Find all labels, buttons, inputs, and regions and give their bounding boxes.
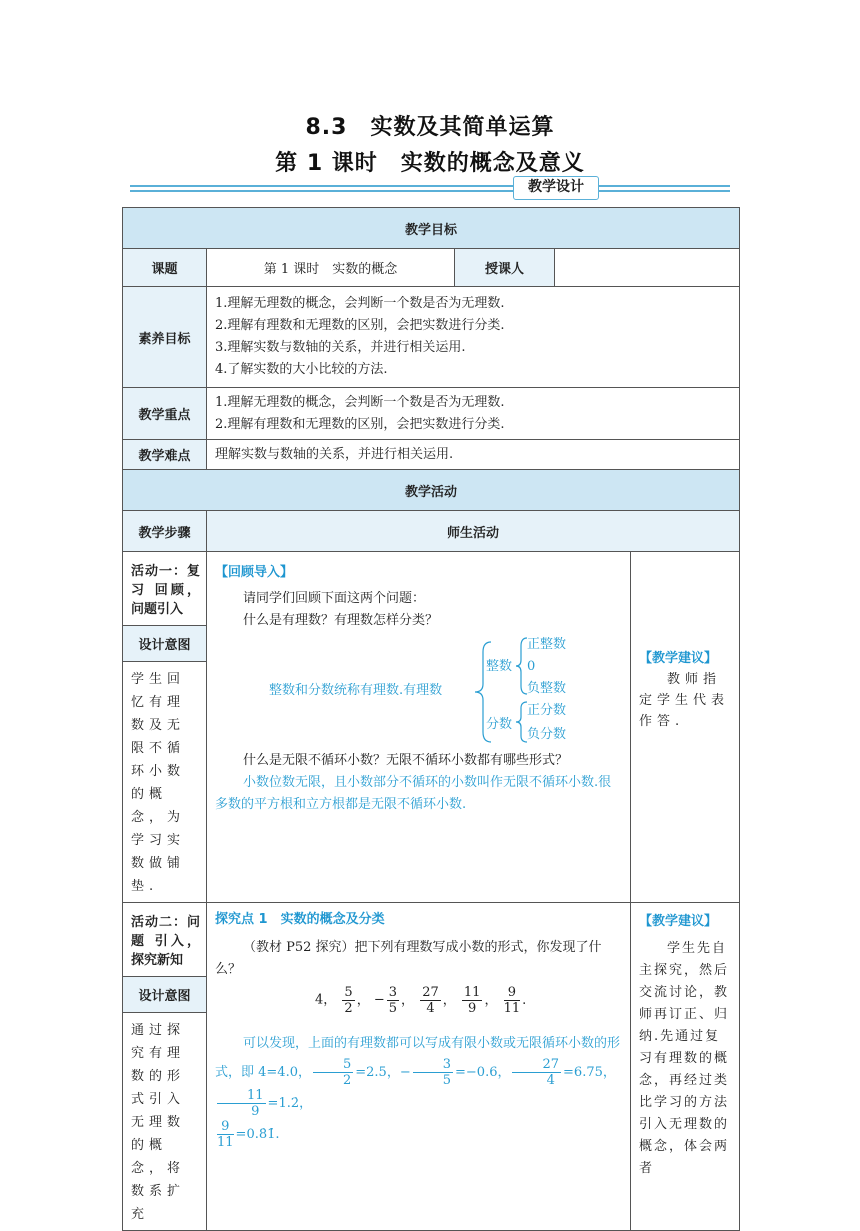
denominator: 2 xyxy=(342,1073,352,1088)
denominator: 11 xyxy=(217,1135,234,1150)
activity-1-suggestion-label: 【教学建议】 xyxy=(639,651,718,666)
literacy-goal-item: 4.了解实数的大小比较的方法. xyxy=(215,362,388,377)
fraction-item: $\frac{9}{11}$ . xyxy=(503,985,527,1016)
diagram-positive-fraction: 正分数 xyxy=(527,703,567,718)
denominator: 2 xyxy=(344,1001,353,1016)
denominator: 9 xyxy=(468,1001,477,1016)
numerator: 5 xyxy=(313,1057,353,1073)
topic-value: 第 1 课时 实数的概念 xyxy=(207,249,455,287)
numerator: 9 xyxy=(217,1119,234,1135)
numerator: 11 xyxy=(463,985,481,1000)
teacher-value[interactable] xyxy=(555,249,740,287)
key-point-item: 1.理解无理数的概念，会判断一个数是否为无理数. xyxy=(215,394,505,410)
key-points-label: 教学重点 xyxy=(123,388,207,440)
numerator: 27 xyxy=(512,1057,561,1073)
teaching-goals-header: 教学目标 xyxy=(123,208,740,249)
diagram-zero: 0 xyxy=(527,659,536,674)
teaching-activities-header: 教学活动 xyxy=(123,470,740,511)
fraction xyxy=(413,1057,453,1088)
activity-2-suggestion-label: 【教学建议】 xyxy=(639,914,718,929)
diagram-root-text: 整数和分数统称有理数.有理数 xyxy=(269,683,443,698)
activity-1-design-label: 设计意图 xyxy=(123,625,206,662)
fraction-item: $\frac{11}{9}$ ， xyxy=(463,985,498,1016)
difficulty-value: 理解实数与数轴的关系，并进行相关运用. xyxy=(207,440,740,470)
fraction xyxy=(420,985,441,1016)
equation-result: =2.5，− xyxy=(355,1065,411,1080)
diagram-integer: 整数 xyxy=(486,659,513,674)
banner-line xyxy=(130,190,730,192)
difficulty-label: 教学难点 xyxy=(123,440,207,470)
equation-result: =6.75， xyxy=(563,1065,616,1080)
diagram-positive-integer: 正整数 xyxy=(527,637,567,652)
literacy-goal-item: 1.理解无理数的概念，会判断一个数是否为无理数. xyxy=(215,296,505,311)
numerator: 5 xyxy=(344,985,353,1000)
lesson-plan-table xyxy=(122,207,740,1231)
fraction xyxy=(342,985,354,1016)
fraction-sign: − xyxy=(373,992,385,1008)
numerator: 9 xyxy=(504,985,521,1001)
fraction-item: $\frac{5}{2}$ ， xyxy=(344,985,370,1016)
lesson-period-title: 第 1 课时 实数的概念及意义 xyxy=(275,151,585,176)
fraction xyxy=(217,1119,234,1150)
equation-result: =1.2̇， xyxy=(267,1096,313,1111)
fraction-list-integer: 4， xyxy=(315,992,337,1008)
diagram-negative-fraction: 负分数 xyxy=(527,727,567,742)
banner-label: 教学设计 xyxy=(513,176,599,200)
literacy-goal-item: 3.理解实数与数轴的关系，并进行相关运用. xyxy=(215,340,466,355)
denominator: 5 xyxy=(442,1073,452,1088)
literacy-goals xyxy=(207,287,740,388)
rational-number-classification-diagram xyxy=(215,636,622,748)
topic-label: 课题 xyxy=(123,249,207,287)
explore-prompt: （教材 P52 探究）把下列有理数写成小数的形式，你发现了什么？ xyxy=(215,940,602,977)
review-answer: 小数位数无限，且小数部分不循环的小数叫作无限不循环小数.很多数的平方根和立方根都是无限不循环小数. xyxy=(215,775,612,812)
banner-line xyxy=(130,185,730,187)
explore-point-heading: 探究点 1 实数的概念及分类 xyxy=(215,912,385,927)
steps-label: 教学步骤 xyxy=(123,511,207,552)
literacy-goals-label: 素养目标 xyxy=(123,287,207,388)
fraction-item: − $\frac{3}{5}$ ， xyxy=(373,985,415,1016)
fraction xyxy=(512,1057,561,1088)
literacy-goal-item: 2.理解有理数和无理数的区别，会把实数进行分类. xyxy=(215,318,505,333)
explore-answer-text: 可以发现，上面的有理数都可以写成有限小数或无限循环小数的形式，即 4=4.0， xyxy=(215,1036,621,1080)
fraction-list xyxy=(215,985,622,1025)
explore-answer xyxy=(215,1031,622,1119)
review-question-3: 什么是无限不循环小数？无限不循环小数都有哪些形式？ xyxy=(243,753,569,768)
denominator: 4 xyxy=(546,1073,555,1088)
numerator: 27 xyxy=(422,985,439,1000)
review-heading: 【回顾导入】 xyxy=(215,565,294,580)
diagram-fraction: 分数 xyxy=(486,717,513,732)
review-question-1: 请同学们回顾下面这两个问题： xyxy=(243,591,426,606)
denominator: 4 xyxy=(426,1001,435,1016)
numerator: 11 xyxy=(217,1088,266,1104)
equation-result: =−0.6， xyxy=(455,1065,511,1080)
fraction xyxy=(217,1088,266,1119)
activity-2-step-cell xyxy=(123,903,207,1231)
key-point-item: 2.理解有理数和无理数的区别，会把实数进行分类. xyxy=(215,416,505,432)
activity-2-content xyxy=(207,903,631,1231)
fraction-item: $\frac{27}{4}$ ， xyxy=(422,985,456,1016)
activity-1-suggestion: 教师指定学生代表作答. xyxy=(639,672,730,729)
fraction xyxy=(387,985,399,1016)
denominator: 11 xyxy=(503,1001,521,1016)
activity-2-design-label: 设计意图 xyxy=(123,976,206,1013)
teacher-label: 授课人 xyxy=(455,249,555,287)
activity-1-design-intent: 学生回忆有理数及无限不循环小数的概念，为学习实数做铺垫. xyxy=(131,672,186,894)
numerator: 3 xyxy=(413,1057,453,1073)
activity-1-suggestion-cell xyxy=(631,552,740,903)
banner xyxy=(130,176,730,200)
fraction xyxy=(504,985,521,1016)
equation-result: =0.8̇1̇. xyxy=(235,1127,280,1142)
activity-1-content xyxy=(207,552,631,903)
activity-1-step-cell xyxy=(123,552,207,903)
denominator: 9 xyxy=(251,1104,260,1119)
key-points xyxy=(207,388,740,440)
diagram-negative-integer: 负整数 xyxy=(527,681,567,696)
explore-answer-continued xyxy=(215,1119,622,1150)
review-question-2: 什么是有理数？有理数怎样分类？ xyxy=(243,613,439,628)
activity-1-step: 活动一：复 习 回顾，问题引入 xyxy=(131,564,200,617)
teacher-student-activity-label: 师生活动 xyxy=(207,511,740,552)
lesson-section-title: 8.3 实数及其简单运算 xyxy=(305,115,555,140)
denominator: 5 xyxy=(388,1001,398,1016)
fraction xyxy=(313,1057,353,1088)
numerator: 3 xyxy=(388,985,398,1000)
activity-2-step: 活动二：问 题 引入，探究新知 xyxy=(131,915,200,968)
activity-2-suggestion-cell xyxy=(631,903,740,1231)
fraction xyxy=(462,985,483,1016)
activity-2-design-intent: 通过探究有理数的形式引入无理数的概念，将数系扩充 xyxy=(131,1023,186,1222)
activity-2-suggestion: 学生先自主探究，然后交流讨论，教师再订正、归纳.先通过复习有理数的概念，再经过类比学习的方法引入无理数的概念，体会两者 xyxy=(639,941,730,1176)
